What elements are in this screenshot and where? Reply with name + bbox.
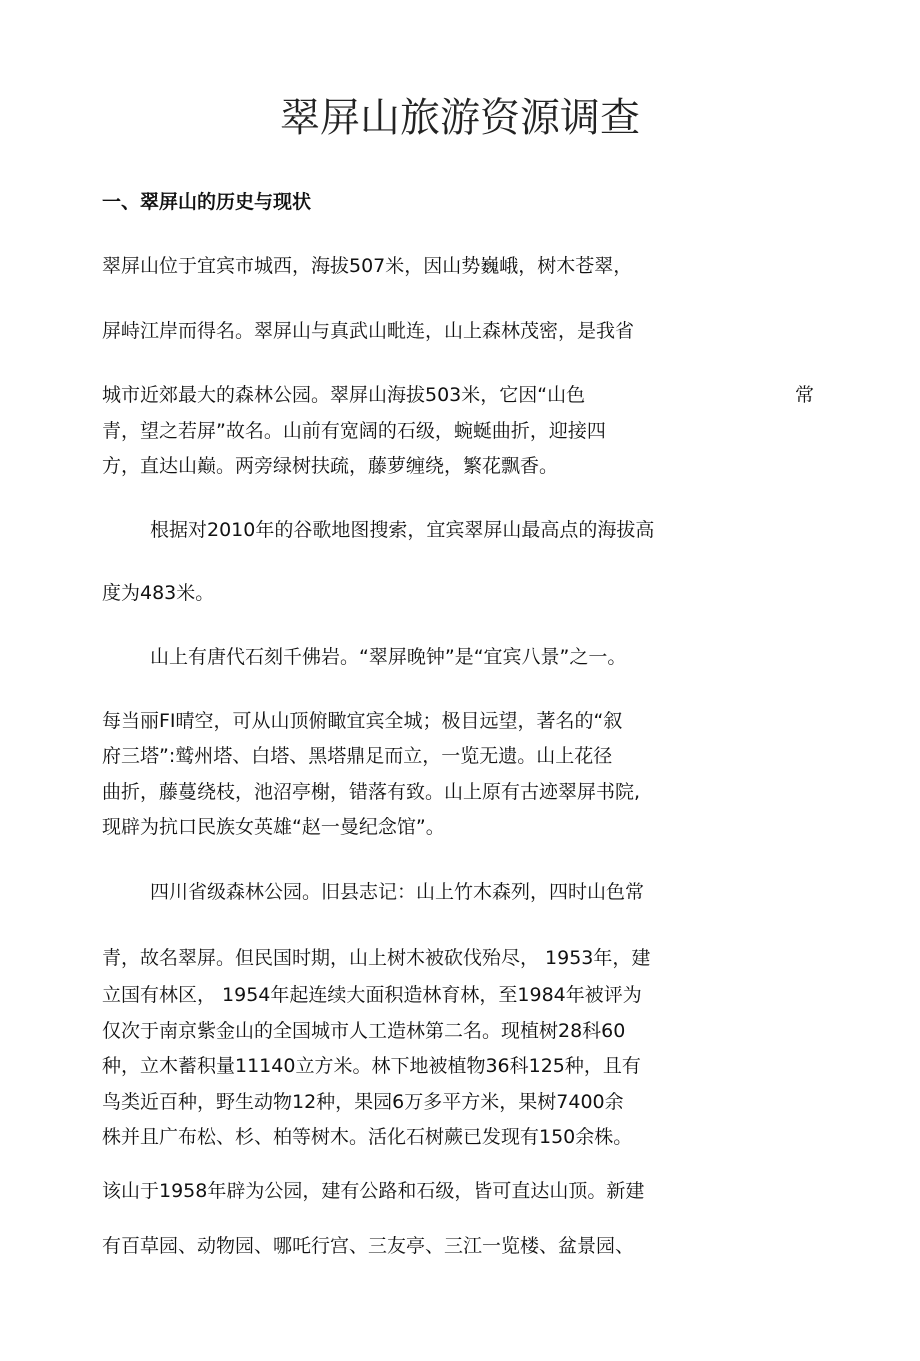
paragraph-4-line-1: 根据对2010年的谷歌地图搜索，宜宾翠屏山最高点的海拔高 <box>150 519 655 541</box>
paragraph-7-line-2: 府三塔”:鹫州塔、白塔、黑塔鼎足而立，一览无遗。山上花径 <box>102 745 613 767</box>
paragraph-9-line-1: 青，故名翠屏。但民国时期，山上树木被砍伐殆尽， 1953年，建 <box>102 947 651 969</box>
paragraph-7-line-3: 曲折，藤蔓绕枝，池沼亭榭，错落有致。山上原有古迹翠屏书院, <box>102 781 641 803</box>
floating-word: 常 <box>795 384 815 406</box>
paragraph-7-line-1: 每当丽FI晴空，可从山顶俯瞰宜宾全城；极目远望，著名的“叙 <box>102 710 623 732</box>
paragraph-11-line-1: 有百草园、动物园、哪吒行宫、三友亭、三江一览楼、盆景园、 <box>102 1235 635 1257</box>
paragraph-9-line-3: 仅次于南京紫金山的全国城市人工造林第二名。现植树28科60 <box>102 1020 626 1042</box>
paragraph-9-line-5: 鸟类近百种，野生动物12种，果园6万多平方米，果树7400余 <box>102 1091 624 1113</box>
paragraph-3-line-1: 城市近郊最大的森林公园。翠屏山海拔503米，它因“山色 <box>102 384 586 406</box>
paragraph-10-line-1: 该山于1958年辟为公园，建有公路和石级，皆可直达山顶。新建 <box>102 1180 645 1202</box>
paragraph-5-line-1: 度为483米。 <box>102 582 215 604</box>
paragraph-3-line-3: 方，直达山巅。两旁绿树扶疏，藤萝缠绕，繁花飘香。 <box>102 455 559 477</box>
paragraph-2-line-1: 屏峙江岸而得名。翠屏山与真武山毗连，山上森林茂密，是我省 <box>102 320 635 342</box>
paragraph-3-line-2: 青，望之若屏”故名。山前有宽阔的石级，蜿蜒曲折，迎接四 <box>102 420 606 442</box>
section-heading: 一、翠屏山的历史与现状 <box>102 191 312 213</box>
paragraph-6-line-1: 山上有唐代石刻千佛岩。“翠屏晚钟”是“宜宾八景”之一。 <box>150 646 627 668</box>
document-title: 翠屏山旅游资源调查 <box>280 95 640 141</box>
paragraph-8-line-1: 四川省级森林公园。旧县志记：山上竹木森列，四时山色常 <box>150 881 645 903</box>
paragraph-1-line-1: 翠屏山位于宜宾市城西，海拔507米，因山势巍峨，树木苍翠， <box>102 255 633 277</box>
paragraph-9-line-2: 立国有林区， 1954年起连续大面积造林育林，至1984年被评为 <box>102 984 642 1006</box>
paragraph-9-line-4: 种，立木蓄积量11140立方米。林下地被植物36科125种，且有 <box>102 1055 641 1077</box>
paragraph-7-line-4: 现辟为抗口民族女英雄“赵一曼纪念馆”。 <box>102 816 445 838</box>
paragraph-9-line-6: 株并且广布松、杉、柏等树木。活化石树蕨已发现有150余株。 <box>102 1126 633 1148</box>
